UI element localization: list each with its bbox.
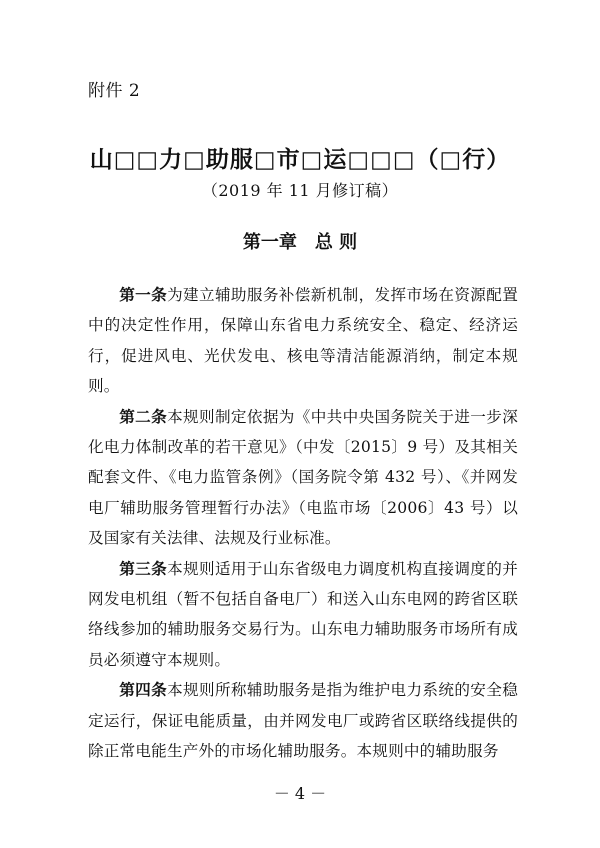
article-number: 第三条: [119, 559, 168, 578]
article-text: 本规则制定依据为《中共中央国务院关于进一步深化电力体制改革的若干意见》（中发〔2015〕9 号）及其相关配套文件、《电力监管条例》（国务院令第 432 号）、《并网发电厂辅助服务管理暂行办法》（电监市场〔2006〕43 号）以及国家有关法律、法规及行业标准。: [88, 407, 518, 548]
article-3: [88, 554, 518, 676]
page-number: － 4 －: [273, 784, 327, 803]
article-text: 本规则所称辅助服务是指为维护电力系统的安全稳定运行，保证电能质量，由并网发电厂或跨省区联络线提供的除正常电能生产外的市场化辅助服务。本规则中的辅助服务: [88, 681, 518, 761]
article-list: [88, 280, 518, 767]
article-4: [88, 675, 518, 766]
article-number: 第二条: [119, 407, 168, 426]
article-number: 第四条: [119, 681, 168, 700]
article-text: 本规则适用于山东省级电力调度机构直接调度的并网发电机组（暂不包括自备电厂）和送入山东电网的跨省区联络线参加的辅助服务交易行为。山东电力辅助服务市场所有成员必须遵守本规则。: [88, 559, 518, 669]
article-2: [88, 402, 518, 554]
document-title: 山□□力□助服□市□运□□□（□行）: [89, 147, 511, 173]
chapter-heading: 第一章 总 则: [242, 232, 358, 253]
attachment-label: 附件 2: [88, 81, 141, 101]
article-1: [88, 280, 518, 402]
revision-subtitle: （2019 年 11 月修订稿）: [201, 181, 399, 200]
article-text: 为建立辅助服务补偿新机制，发挥市场在资源配置中的决定性作用，保障山东省电力系统安全、稳定、经济运行，促进风电、光伏发电、核电等清洁能源消纳，制定本规则。: [88, 286, 518, 396]
article-number: 第一条: [119, 286, 168, 304]
